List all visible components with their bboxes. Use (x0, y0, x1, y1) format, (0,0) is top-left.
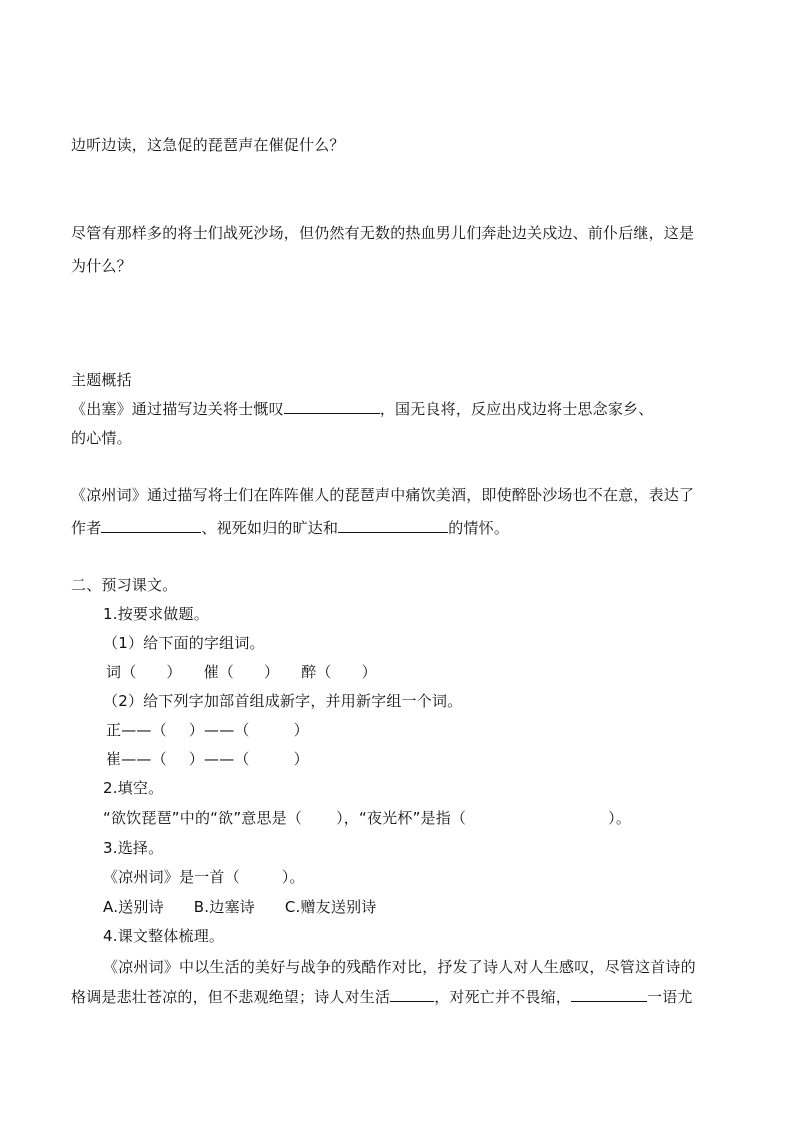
fill-text-c: ）。 (608, 809, 632, 827)
paren-close: ） (293, 750, 309, 768)
fill-text-a: “欲饮琵琶”中的“欲”意思是（ (103, 809, 303, 827)
options-row (103, 897, 377, 917)
option-a[interactable]: A.送别诗 (103, 898, 164, 916)
choose-text-a: 《凉州词》是一首（ (103, 868, 240, 886)
radical-cui: 崔——（ (106, 750, 167, 768)
liangzhou-text-b3: 的情怀。 (448, 519, 510, 537)
radical-zheng: 正——（ (106, 721, 167, 739)
section-4: 4.课文整体梳理。 (103, 927, 225, 945)
question-why-line2: 为什么？ (71, 257, 132, 275)
theme-chusai-line (71, 398, 653, 419)
question-why-line1: 尽管有那样多的将士们战死沙场，但仍然有无数的热血男儿们奔赴边关戍边、前仆后继，这是 (71, 224, 695, 242)
liangzhou-text-b2: 、视死如归的旷达和 (201, 519, 339, 537)
section-1-1: （1）给下面的字组词。 (103, 634, 265, 652)
radical-dash: ）——（ (188, 750, 250, 768)
comb-line2 (71, 986, 693, 1007)
word-cui: 催（ (203, 663, 235, 681)
theme-heading: 主题概括 (71, 371, 132, 389)
preview-heading: 二、预习课文。 (71, 576, 178, 594)
paren-close: ） (361, 663, 377, 681)
option-b[interactable]: B.边塞诗 (193, 898, 255, 916)
paren-close: ） (166, 663, 182, 681)
comb-text-b: ，对死亡并不畏缩， (434, 988, 572, 1006)
radical-row-cui (106, 749, 309, 769)
section-3: 3.选择。 (103, 839, 164, 857)
section-1-2: （2）给下列字加部首组成新字，并用新字组一个词。 (103, 692, 463, 710)
choose-row (103, 867, 305, 887)
section-2: 2.填空。 (103, 779, 164, 797)
answer-blank-5[interactable] (571, 986, 647, 1002)
answer-blank-3[interactable] (338, 517, 448, 533)
answer-blank-4[interactable] (390, 986, 434, 1002)
comb-line1: 《凉州词》中以生活的美好与战争的残酷作对比，抒发了诗人对人生感叹，尽管这首诗的 (103, 958, 696, 976)
comb-text-c: 一语尤 (647, 988, 693, 1006)
radical-row-zheng (106, 720, 309, 740)
paren-close: ） (264, 663, 280, 681)
liangzhou-text-b1: 作者 (71, 519, 102, 537)
option-c[interactable]: C.赠友送别诗 (284, 898, 377, 916)
word-ci: 词（ (106, 663, 137, 681)
answer-blank-1[interactable] (284, 398, 380, 414)
theme-liangzhou-line1: 《凉州词》通过描写将士们在阵阵催人的琵琶声中痛饮美酒，即使醉卧沙场也不在意，表达了 (71, 486, 695, 504)
paren-close: ） (293, 721, 309, 739)
answer-blank-2[interactable] (101, 517, 201, 533)
comb-text-a: 格调是悲壮苍凉的，但不悲观绝望；诗人对生活 (71, 988, 391, 1006)
section-1: 1.按要求做题。 (103, 605, 209, 623)
chusai-text-b: ，国无良将，反应出戍边将士思念家乡、 (379, 400, 654, 418)
word-zui: 醉（ (301, 663, 332, 681)
fill-row (103, 808, 631, 828)
theme-chusai-line2: 的心情。 (71, 429, 132, 447)
chusai-text-a: 《出塞》通过描写边关将士慨叹 (71, 400, 284, 418)
choose-text-b: ）。 (281, 868, 305, 886)
theme-liangzhou-line2 (71, 517, 509, 538)
word-groups-row (106, 662, 377, 682)
fill-text-b: ），“夜光杯”是指（ (336, 809, 467, 827)
question-listen: 边听边读，这急促的琵琶声在催促什么？ (71, 136, 345, 154)
radical-dash: ）——（ (188, 721, 250, 739)
